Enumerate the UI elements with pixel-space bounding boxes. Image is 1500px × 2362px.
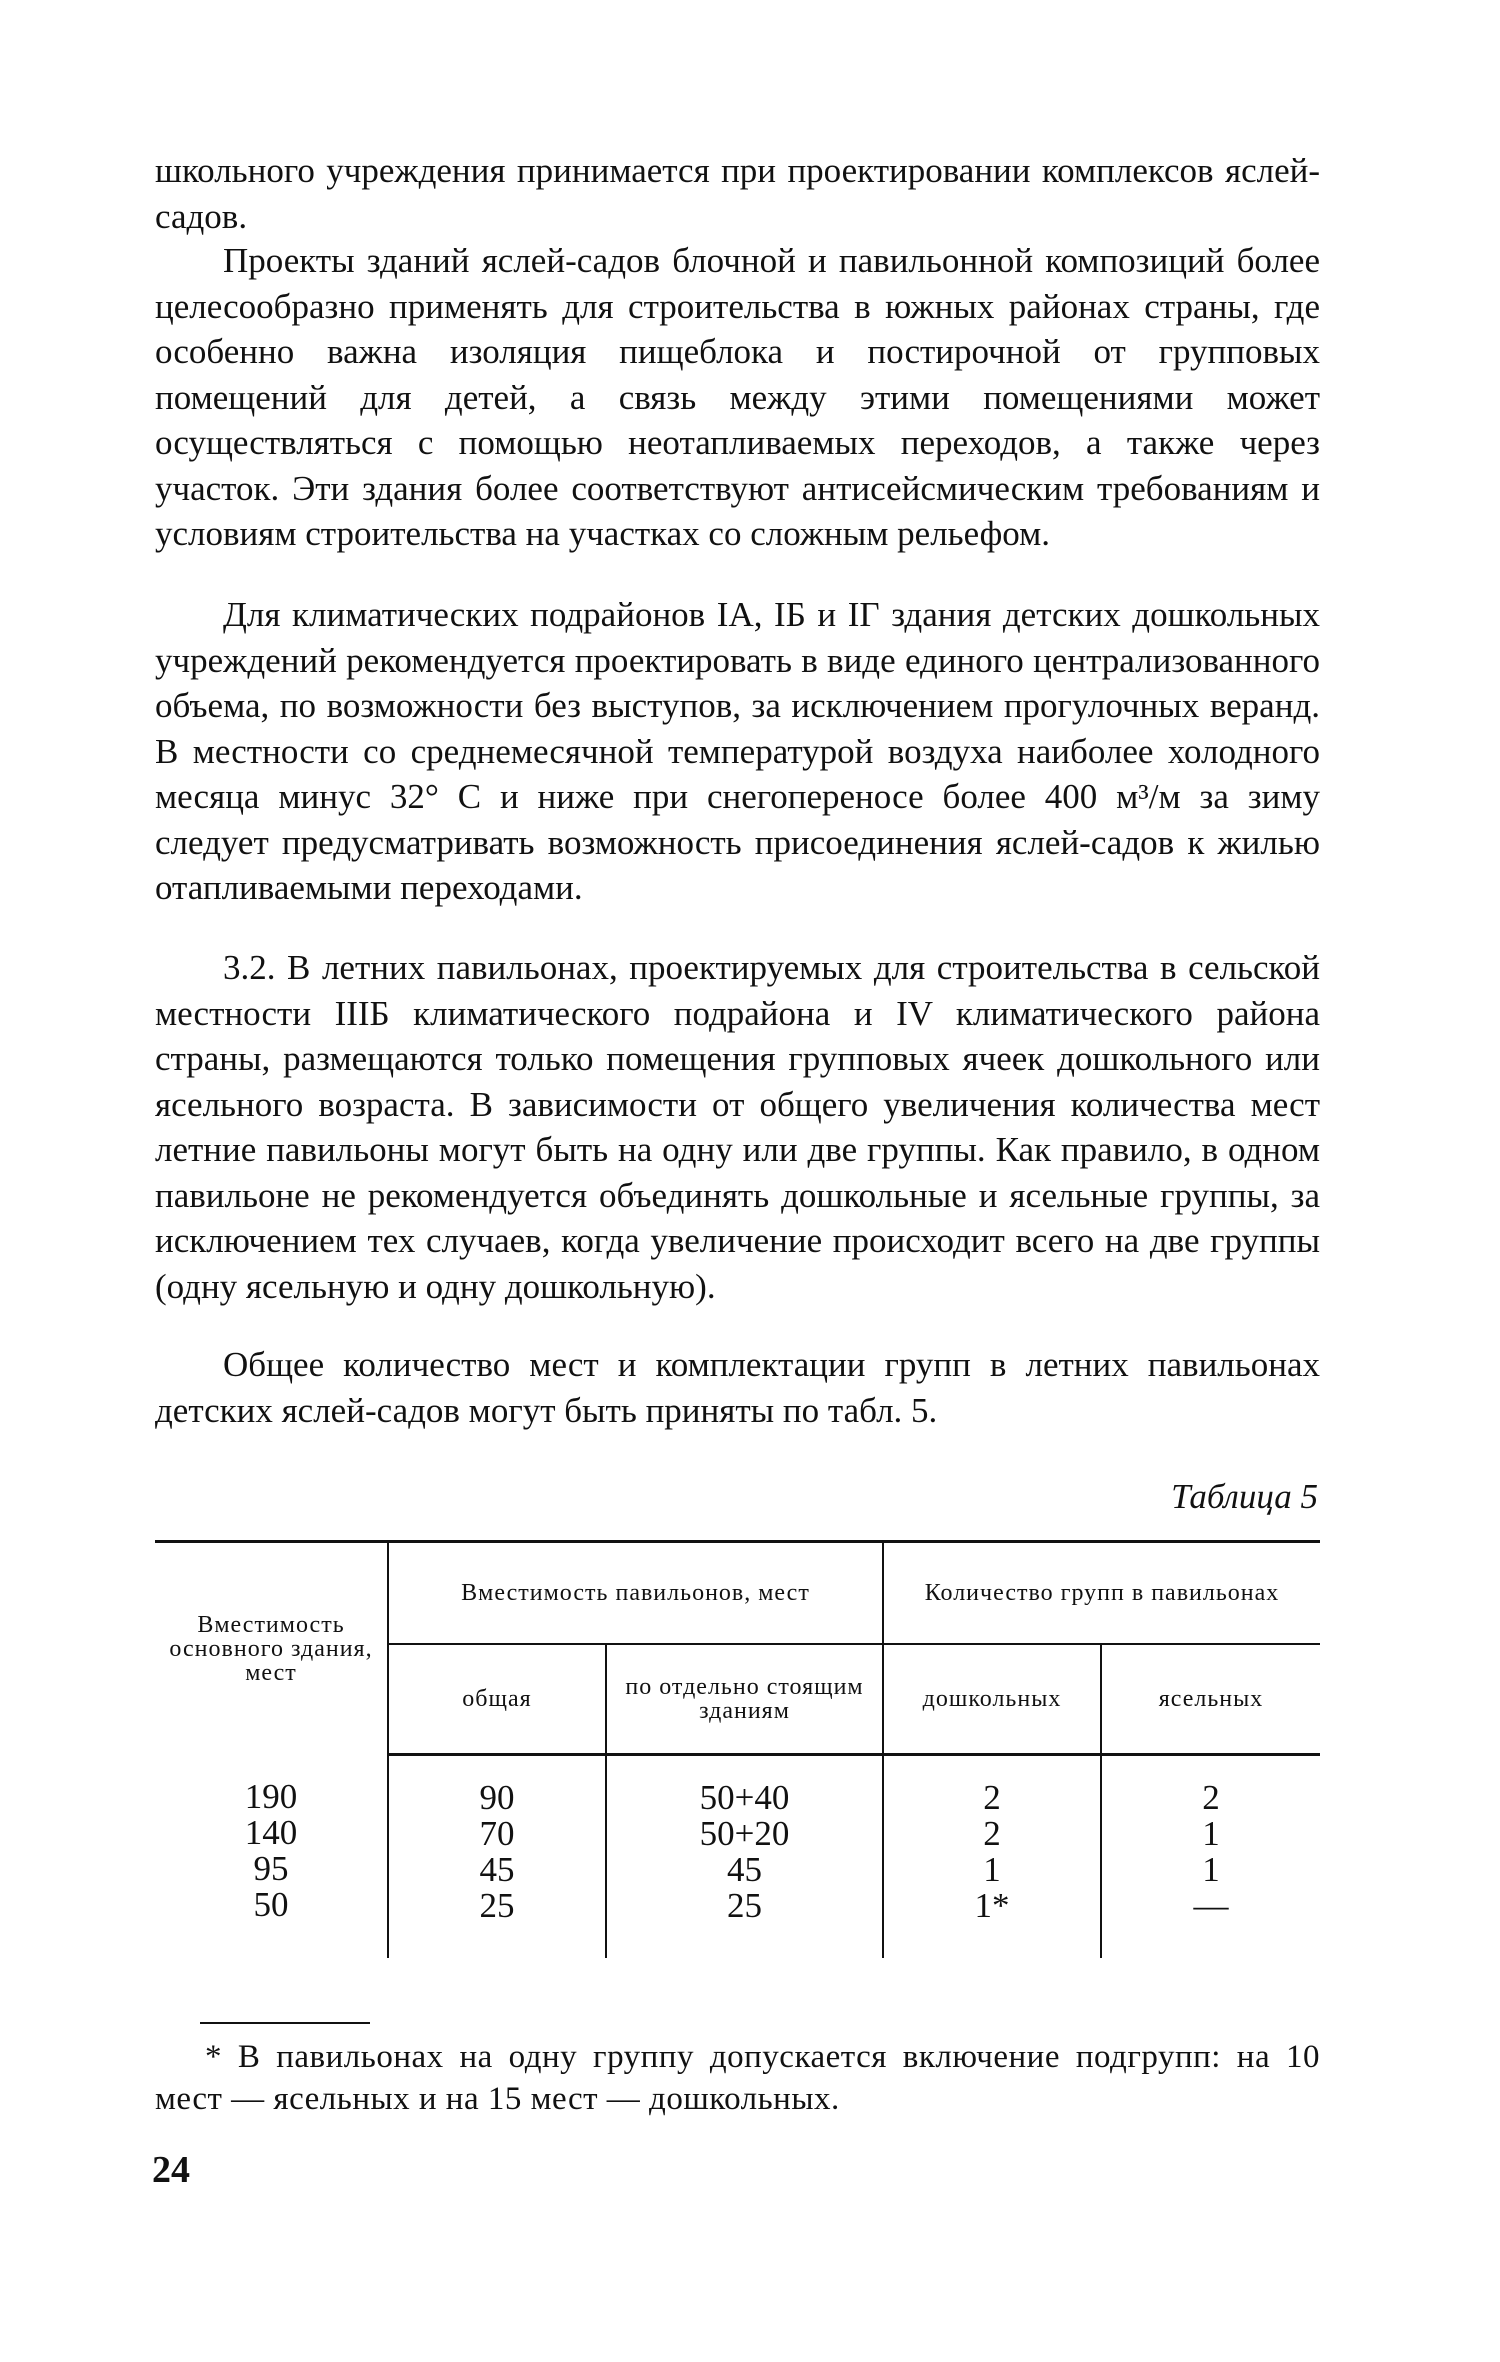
header-preschool: дошкольных	[883, 1644, 1101, 1755]
cell-value: 1*	[974, 1886, 1010, 1925]
header-main-building-capacity: Вместимость основного здания, мест	[155, 1542, 388, 1755]
table-5	[155, 1540, 1320, 1958]
table-caption: Таблица 5	[1171, 1477, 1318, 1516]
header-nursery: ясельных	[1101, 1644, 1320, 1755]
cell-value: 45	[727, 1850, 762, 1889]
footnote-divider	[200, 2022, 370, 2024]
cell-value: 50+20	[699, 1814, 790, 1853]
cell-value: 1	[1202, 1850, 1220, 1889]
cell-value: 50	[253, 1884, 289, 1924]
cell-value: 90	[479, 1778, 515, 1817]
header-total: общая	[388, 1644, 606, 1755]
cell-value: 25	[479, 1886, 515, 1925]
cell-value: 1	[1202, 1814, 1220, 1853]
cell-value: —	[1193, 1886, 1229, 1925]
table-body-row	[155, 1755, 1320, 1959]
cell-value: 140	[244, 1812, 298, 1852]
cell-value: 1	[983, 1850, 1001, 1889]
cell-value: 50+40	[699, 1778, 790, 1817]
paragraph-section-3-2: 3.2. В летних павильонах, проектируемых для строительства в сельской местности IIIБ климатического подрайона и IV климатического района страны, размещаются только помещения групповых ячеек дошкольного или ясельного возраста. В зависимости от общего увеличения количества мест летние павильоны могут быть на одну или две группы. Как правило, в одном павильоне не рекомендуется объединять дошкольные и ясельные группы, за исключением тех случаев, когда увеличение происходит всего на две группы (одну ясельную и одну дошкольную).	[155, 948, 1320, 1306]
footnote: * В павильонах на одну группу допускается включение подгрупп: на 10 мест — ясельных и на 15 мест — дошкольных.	[155, 2039, 1320, 2117]
cell-value: 45	[479, 1850, 515, 1889]
table-cell-separate	[606, 1755, 883, 1959]
page-number: 24	[152, 2149, 190, 2191]
cell-value: 2	[1202, 1778, 1220, 1817]
header-pavilion-capacity: Вместимость павильонов, мест	[388, 1542, 883, 1645]
cell-value: 2	[983, 1814, 1001, 1853]
cell-value: 95	[253, 1848, 289, 1888]
cell-value: 2	[983, 1778, 1001, 1817]
cell-value: 190	[244, 1776, 298, 1816]
header-separate-buildings: по отдельно стоящим зданиям	[606, 1644, 883, 1755]
paragraph-climatic-subregions: Для климатических подрайонов IА, IБ и IГ здания детских дошкольных учреждений рекомендуется проектировать в виде единого централизованного объема, по возможности без выступов, за исключением прогулочных веранд. В местности со среднемесячной температурой воздуха наиболее холодного месяца минус 32° С и ниже при снегопереносе более 400 м³/м за зиму следует предусматривать возможность присоединения яслей-садов к жилью отапливаемыми переходами.	[155, 595, 1320, 907]
cell-value: 25	[727, 1886, 762, 1925]
paragraph-continuation: школьного учреждения принимается при проектировании комплексов яслей-садов.	[155, 151, 1320, 236]
header-group-count: Количество групп в павильонах	[883, 1542, 1320, 1645]
table-cell-main-building	[155, 1755, 388, 1959]
paragraph-block-pavilion-projects: Проекты зданий яслей-садов блочной и павильонной композиций более целесообразно применять для строительства в южных районах страны, где особенно важна изоляция пищеблока и постирочной от групповых помещений для детей, а связь между этими помещениями может осуществляться с помощью неотапливаемых переходов, а также через участок. Эти здания более соответствуют антисейсмическим требованиям и условиям строительства на участках со сложным рельефом.	[155, 241, 1320, 553]
table-cell-preschool	[883, 1755, 1101, 1959]
cell-value: 70	[479, 1814, 515, 1853]
data-table	[155, 1540, 1320, 1958]
table-cell-total	[388, 1755, 606, 1959]
table-cell-nursery	[1101, 1755, 1320, 1959]
paragraph-table-reference: Общее количество мест и комплектации групп в летних павильонах детских яслей-садов могут быть приняты по табл. 5.	[155, 1345, 1320, 1430]
